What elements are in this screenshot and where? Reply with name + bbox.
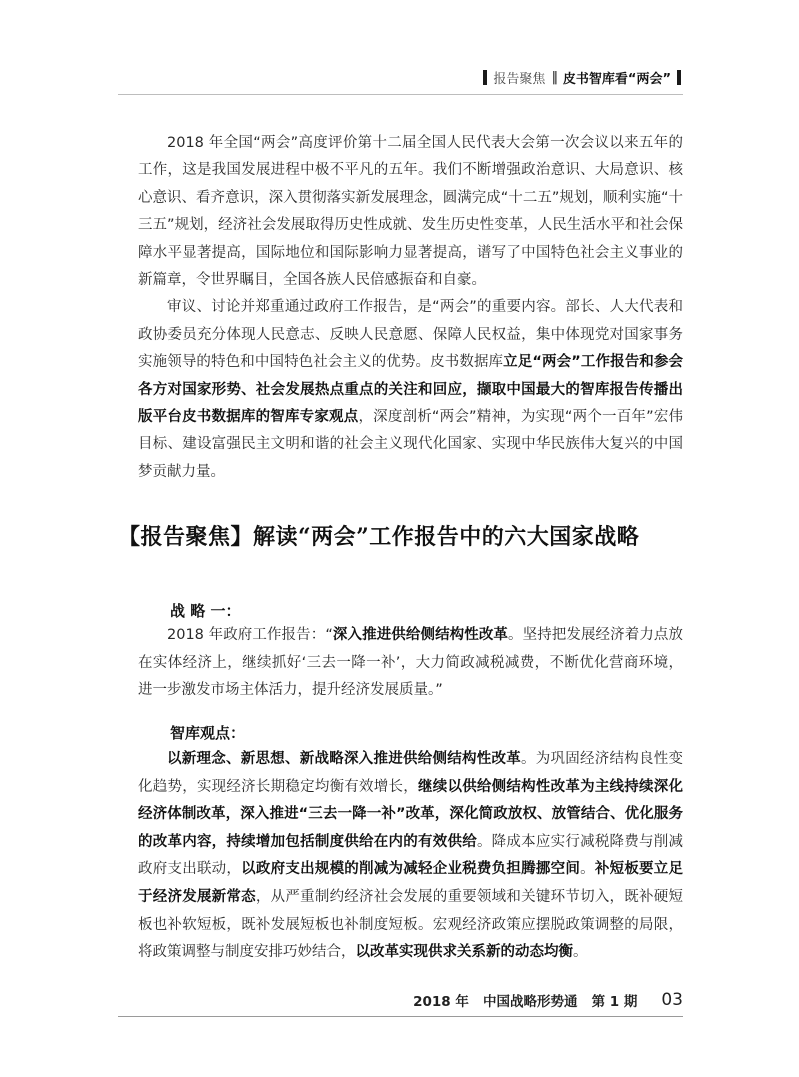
think-tank-seg-3: 继续以供给侧结构性改革为主线持续深化经济体制改革，深入推进“三去一降一补”改革，深化简政放权、放管结合、优化服务的改革内容，持续增加包括制度供给在内的有效供给 bbox=[138, 778, 683, 850]
footer-publication: 中国战略形势通 bbox=[482, 994, 578, 1010]
strategy-paragraph bbox=[138, 622, 683, 705]
header-bar-right bbox=[677, 70, 681, 85]
footer-rule bbox=[118, 1016, 683, 1017]
strategy-seg-3: 。坚持把发展经济着力点放在实体经济上，继续抓好‘三去一降一补’，大力简政减税减费，不断优化营商环境，进一步激发市场主体活力，提升经济发展质量。” bbox=[138, 627, 684, 699]
intro-p2-text-b: ，深度剖析“两会”精神，为实现“两个一百年”宏伟目标、建设富强民主文明和谐的社会主义现代化国家、实现中华民族伟大复兴的中国梦贡献力量。 bbox=[138, 409, 684, 480]
think-tank-seg-1: 以新理念、新思想、新战略深入推进供给侧结构性改革 bbox=[167, 751, 521, 767]
think-tank-seg-2: 。为巩固经济结构良性变化趋势，实现经济长期稳定均衡有效增长， bbox=[138, 751, 683, 795]
intro-paragraph-1 bbox=[138, 130, 683, 294]
header-separator: ‖ bbox=[551, 69, 557, 85]
think-tank-seg-9: 以改革实现供求关系新的动态均衡 bbox=[355, 944, 573, 961]
running-header bbox=[483, 66, 681, 88]
think-tank-text bbox=[138, 746, 683, 967]
intro-p2-text-a: 审议、讨论并郑重通过政府工作报告，是“两会”的重要内容。部长、人大代表和政协委员充分体现人民意志、反映人民意愿、保障人民权益，集中体现党对国家事务实施领导的特色和中国特色社会主义的优势。皮书数据库 bbox=[138, 299, 683, 371]
think-tank-label: 智库观点： bbox=[170, 724, 246, 742]
think-tank-seg-7: 补短板要立足于经济发展新常态 bbox=[138, 861, 684, 905]
intro-p1-text: 2018 年全国“两会”高度评价第十二届全国人民代表大会第一次会议以来五年的工作，这是我国发展进程中极不平凡的五年。我们不断增强政治意识、大局意识、核心意识、看齐意识，深入贯彻落实新发展理念，圆满完成“十二五”规划，顺利实施“十三五”规划，经济社会发展取得历史性成就、发生历史性变革，人民生活水平和社会保障水平显著提高，国际地位和国际影响力显著提高，谱写了中国特色社会主义事业的新篇章，令世界瞩目，全国各族人民倍感振奋和自豪。 bbox=[138, 135, 683, 289]
think-tank-seg-6: 。 bbox=[580, 861, 595, 878]
section-heading: 【报告聚焦】解读“两会”工作报告中的六大国家战略 bbox=[118, 524, 640, 550]
header-rule bbox=[118, 94, 683, 95]
strategy-seg-2: 深入推进供给侧结构性改革 bbox=[332, 627, 509, 643]
page-footer bbox=[118, 990, 683, 1010]
think-tank-seg-10: 。 bbox=[573, 944, 588, 961]
page-number: 03 bbox=[661, 990, 683, 1010]
intro-paragraph-2 bbox=[138, 294, 683, 486]
footer-year: 2018 年 bbox=[413, 994, 469, 1010]
footer-issue: 第 1 期 bbox=[591, 994, 638, 1010]
think-tank-paragraph bbox=[138, 746, 683, 967]
header-bar-left bbox=[483, 70, 487, 85]
strategy-seg-1: 2018 年政府工作报告：“ bbox=[167, 627, 333, 643]
header-section: 报告聚焦 bbox=[493, 71, 546, 87]
footer-publication-line bbox=[413, 990, 637, 1010]
intro-text bbox=[138, 130, 683, 486]
strategy-label: 战 略 一： bbox=[170, 602, 241, 620]
intro-p2-emphasis: 立足“两会”工作报告和参会各方对国家形势、社会发展热点重点的关注和回应，撷取中国最大的智库报告传播出版平台皮书数据库的智库专家观点 bbox=[138, 354, 684, 426]
think-tank-seg-5: 以政府支出规模的削减为减轻企业税费负担腾挪空间 bbox=[241, 861, 581, 878]
think-tank-seg-8: ，从严重制约经济社会发展的重要领域和关键环节切入，既补硬短板也补软短板，既补发展短板也补制度短板。宏观经济政策应摆脱政策调整的局限，将政策调整与制度安排巧妙结合， bbox=[138, 888, 683, 961]
header-title: 皮书智库看“两会” bbox=[562, 71, 671, 87]
strategy-text bbox=[138, 622, 683, 705]
think-tank-seg-4: 。降成本应实行减税降费与削减政府支出联动， bbox=[138, 833, 684, 878]
